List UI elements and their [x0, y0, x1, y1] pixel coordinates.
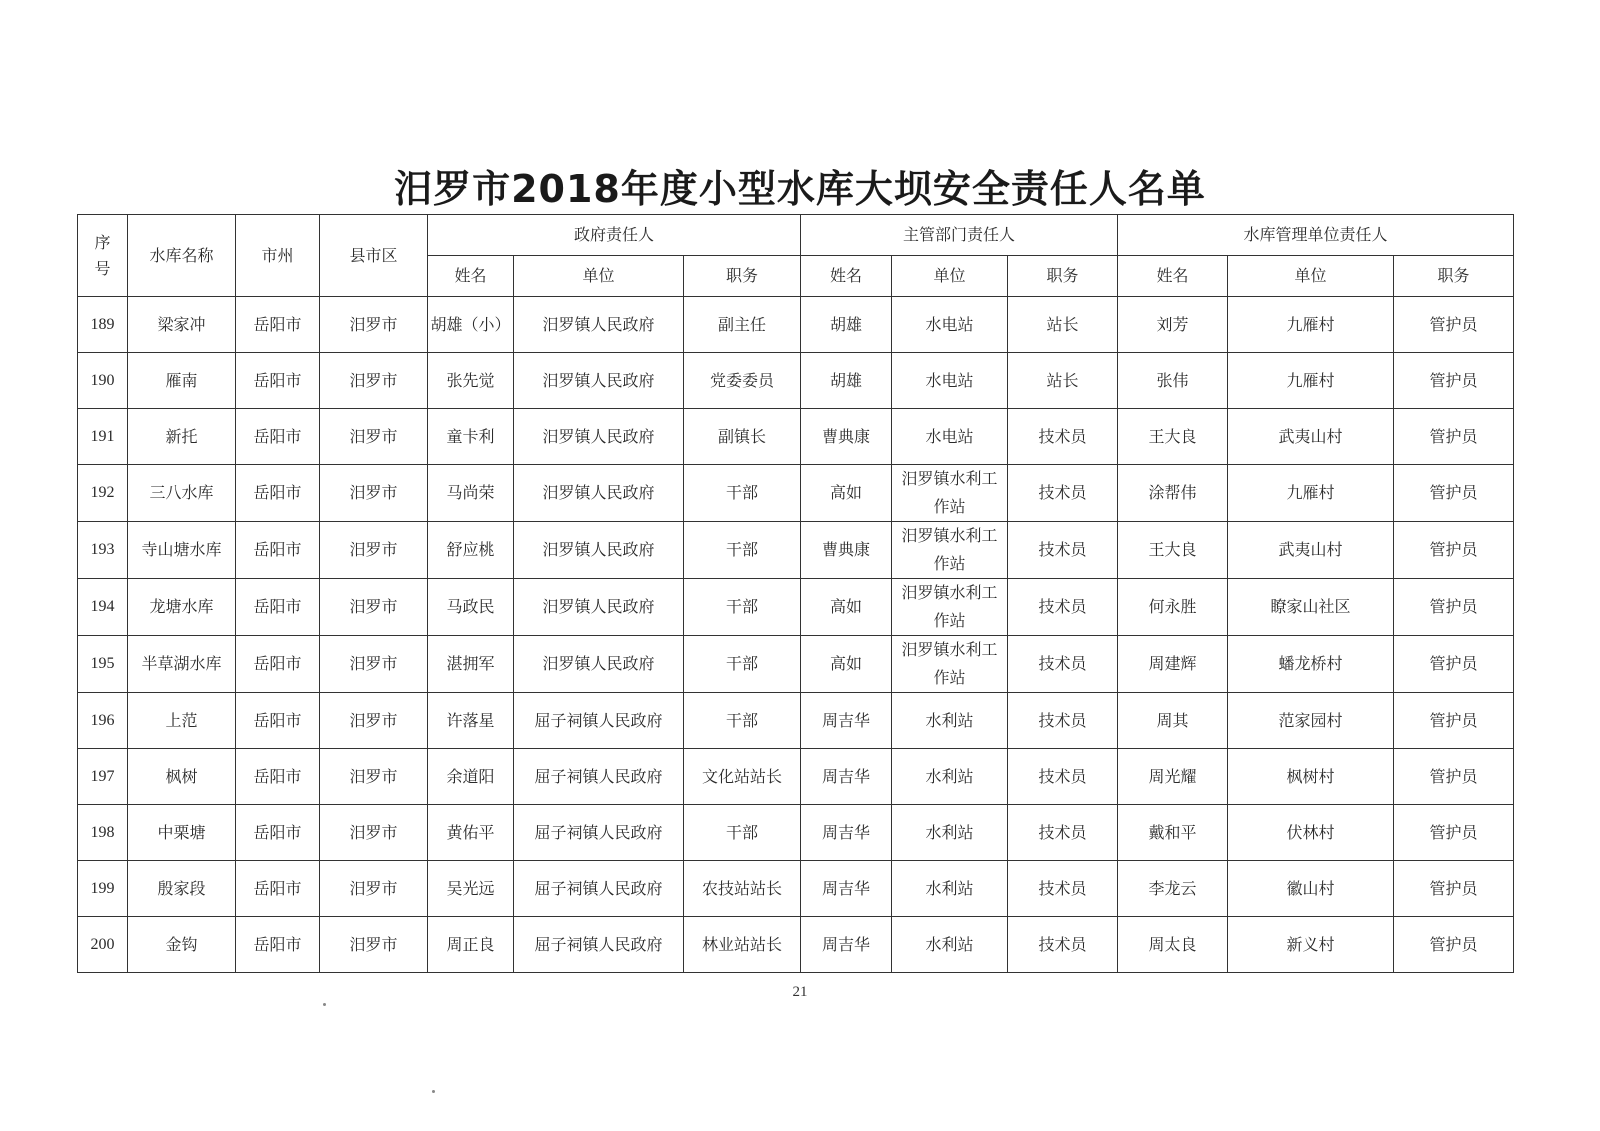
cell-county: 汨罗市	[320, 409, 428, 465]
cell-mgmt-name: 王大良	[1118, 409, 1228, 465]
cell-dept-unit: 汨罗镇水利工作站	[892, 522, 1008, 579]
cell-mgmt-unit: 九雁村	[1228, 465, 1394, 522]
cell-dept-position: 技术员	[1008, 693, 1118, 749]
cell-dept-name: 周吉华	[801, 861, 892, 917]
cell-dept-name: 周吉华	[801, 749, 892, 805]
table-row	[78, 465, 1514, 522]
cell-gov-name: 黄佑平	[428, 805, 514, 861]
header-gov-name: 姓名	[428, 256, 514, 297]
cell-mgmt-unit: 蟠龙桥村	[1228, 636, 1394, 693]
cell-county: 汨罗市	[320, 353, 428, 409]
cell-reservoir: 上范	[128, 693, 236, 749]
cell-gov-position: 党委委员	[684, 353, 801, 409]
table-row	[78, 861, 1514, 917]
cell-mgmt-unit: 九雁村	[1228, 297, 1394, 353]
cell-city: 岳阳市	[236, 693, 320, 749]
header-dept-position: 职务	[1008, 256, 1118, 297]
cell-mgmt-position: 管护员	[1394, 636, 1514, 693]
table-row	[78, 805, 1514, 861]
cell-dept-position: 技术员	[1008, 636, 1118, 693]
cell-city: 岳阳市	[236, 749, 320, 805]
header-gov-group: 政府责任人	[428, 215, 801, 256]
cell-mgmt-unit: 徽山村	[1228, 861, 1394, 917]
header-gov-position: 职务	[684, 256, 801, 297]
cell-dept-name: 高如	[801, 465, 892, 522]
cell-gov-position: 干部	[684, 693, 801, 749]
header-gov-unit: 单位	[514, 256, 684, 297]
cell-dept-position: 技术员	[1008, 579, 1118, 636]
cell-gov-position: 农技站站长	[684, 861, 801, 917]
cell-gov-position: 林业站站长	[684, 917, 801, 973]
cell-mgmt-unit: 瞭家山社区	[1228, 579, 1394, 636]
cell-dept-name: 周吉华	[801, 917, 892, 973]
header-seq: 序号	[78, 215, 128, 297]
cell-gov-unit: 屈子祠镇人民政府	[514, 805, 684, 861]
cell-reservoir: 枫树	[128, 749, 236, 805]
cell-seq: 190	[78, 353, 128, 409]
table-row	[78, 693, 1514, 749]
cell-dept-position: 技术员	[1008, 522, 1118, 579]
cell-gov-unit: 汨罗镇人民政府	[514, 636, 684, 693]
cell-county: 汨罗市	[320, 805, 428, 861]
scan-speck	[323, 1003, 326, 1006]
cell-mgmt-unit: 新义村	[1228, 917, 1394, 973]
cell-county: 汨罗市	[320, 917, 428, 973]
cell-reservoir: 雁南	[128, 353, 236, 409]
cell-city: 岳阳市	[236, 465, 320, 522]
cell-dept-position: 技术员	[1008, 861, 1118, 917]
cell-mgmt-name: 何永胜	[1118, 579, 1228, 636]
scan-speck	[432, 1090, 435, 1093]
table-row	[78, 579, 1514, 636]
cell-reservoir: 新托	[128, 409, 236, 465]
table-header	[78, 215, 1514, 297]
table-body	[78, 297, 1514, 973]
cell-reservoir: 寺山塘水库	[128, 522, 236, 579]
cell-gov-unit: 汨罗镇人民政府	[514, 409, 684, 465]
cell-seq: 192	[78, 465, 128, 522]
cell-dept-name: 胡雄	[801, 297, 892, 353]
cell-seq: 196	[78, 693, 128, 749]
cell-dept-unit: 水电站	[892, 297, 1008, 353]
cell-dept-name: 胡雄	[801, 353, 892, 409]
cell-mgmt-unit: 武夷山村	[1228, 409, 1394, 465]
cell-dept-name: 周吉华	[801, 805, 892, 861]
cell-mgmt-position: 管护员	[1394, 749, 1514, 805]
cell-county: 汨罗市	[320, 579, 428, 636]
cell-gov-name: 胡雄（小）	[428, 297, 514, 353]
header-mgmt-unit: 单位	[1228, 256, 1394, 297]
cell-mgmt-name: 周其	[1118, 693, 1228, 749]
cell-seq: 197	[78, 749, 128, 805]
header-city: 市州	[236, 215, 320, 297]
cell-seq: 191	[78, 409, 128, 465]
cell-dept-unit: 水利站	[892, 861, 1008, 917]
cell-reservoir: 殷家段	[128, 861, 236, 917]
cell-county: 汨罗市	[320, 522, 428, 579]
cell-dept-position: 技术员	[1008, 805, 1118, 861]
cell-mgmt-position: 管护员	[1394, 693, 1514, 749]
cell-gov-position: 干部	[684, 465, 801, 522]
header-mgmt-position: 职务	[1394, 256, 1514, 297]
cell-dept-unit: 水利站	[892, 693, 1008, 749]
cell-dept-position: 站长	[1008, 353, 1118, 409]
table-row	[78, 917, 1514, 973]
cell-gov-name: 张先觉	[428, 353, 514, 409]
cell-seq: 194	[78, 579, 128, 636]
cell-city: 岳阳市	[236, 297, 320, 353]
table-row	[78, 297, 1514, 353]
cell-mgmt-position: 管护员	[1394, 465, 1514, 522]
header-mgmt-name: 姓名	[1118, 256, 1228, 297]
cell-seq: 198	[78, 805, 128, 861]
responsibility-table	[77, 214, 1514, 973]
cell-gov-position: 副镇长	[684, 409, 801, 465]
cell-gov-unit: 屈子祠镇人民政府	[514, 749, 684, 805]
cell-mgmt-unit: 枫树村	[1228, 749, 1394, 805]
cell-reservoir: 中栗塘	[128, 805, 236, 861]
cell-dept-name: 曹典康	[801, 522, 892, 579]
header-dept-name: 姓名	[801, 256, 892, 297]
cell-dept-position: 技术员	[1008, 409, 1118, 465]
cell-mgmt-unit: 武夷山村	[1228, 522, 1394, 579]
cell-mgmt-position: 管护员	[1394, 353, 1514, 409]
cell-gov-name: 吴光远	[428, 861, 514, 917]
cell-gov-unit: 屈子祠镇人民政府	[514, 861, 684, 917]
cell-seq: 195	[78, 636, 128, 693]
cell-dept-unit: 水利站	[892, 917, 1008, 973]
cell-county: 汨罗市	[320, 861, 428, 917]
cell-gov-name: 许落星	[428, 693, 514, 749]
cell-reservoir: 金钩	[128, 917, 236, 973]
cell-reservoir: 三八水库	[128, 465, 236, 522]
cell-reservoir: 梁家冲	[128, 297, 236, 353]
header-dept-group: 主管部门责任人	[801, 215, 1118, 256]
header-dept-unit: 单位	[892, 256, 1008, 297]
cell-gov-name: 余道阳	[428, 749, 514, 805]
cell-gov-unit: 汨罗镇人民政府	[514, 465, 684, 522]
cell-county: 汨罗市	[320, 465, 428, 522]
cell-seq: 193	[78, 522, 128, 579]
cell-dept-unit: 水电站	[892, 353, 1008, 409]
cell-gov-unit: 汨罗镇人民政府	[514, 297, 684, 353]
cell-gov-unit: 汨罗镇人民政府	[514, 579, 684, 636]
cell-gov-position: 副主任	[684, 297, 801, 353]
cell-dept-name: 曹典康	[801, 409, 892, 465]
cell-dept-unit: 汨罗镇水利工作站	[892, 636, 1008, 693]
cell-county: 汨罗市	[320, 693, 428, 749]
cell-dept-unit: 水利站	[892, 805, 1008, 861]
cell-gov-unit: 汨罗镇人民政府	[514, 353, 684, 409]
cell-dept-position: 技术员	[1008, 917, 1118, 973]
cell-dept-unit: 水利站	[892, 749, 1008, 805]
table-row	[78, 749, 1514, 805]
cell-gov-position: 文化站站长	[684, 749, 801, 805]
cell-mgmt-name: 张伟	[1118, 353, 1228, 409]
cell-mgmt-name: 王大良	[1118, 522, 1228, 579]
cell-mgmt-position: 管护员	[1394, 409, 1514, 465]
cell-dept-position: 站长	[1008, 297, 1118, 353]
cell-reservoir: 半草湖水库	[128, 636, 236, 693]
cell-gov-name: 周正良	[428, 917, 514, 973]
cell-gov-position: 干部	[684, 579, 801, 636]
cell-dept-name: 周吉华	[801, 693, 892, 749]
cell-city: 岳阳市	[236, 579, 320, 636]
cell-gov-position: 干部	[684, 522, 801, 579]
cell-dept-name: 高如	[801, 636, 892, 693]
cell-county: 汨罗市	[320, 749, 428, 805]
cell-mgmt-name: 涂帮伟	[1118, 465, 1228, 522]
cell-gov-name: 马尚荣	[428, 465, 514, 522]
cell-county: 汨罗市	[320, 636, 428, 693]
header-reservoir: 水库名称	[128, 215, 236, 297]
cell-mgmt-position: 管护员	[1394, 297, 1514, 353]
cell-city: 岳阳市	[236, 917, 320, 973]
header-county: 县市区	[320, 215, 428, 297]
cell-mgmt-name: 周建辉	[1118, 636, 1228, 693]
table-row	[78, 409, 1514, 465]
cell-mgmt-name: 刘芳	[1118, 297, 1228, 353]
cell-seq: 189	[78, 297, 128, 353]
header-mgmt-group: 水库管理单位责任人	[1118, 215, 1514, 256]
cell-gov-name: 舒应桃	[428, 522, 514, 579]
cell-mgmt-position: 管护员	[1394, 861, 1514, 917]
cell-mgmt-unit: 范家园村	[1228, 693, 1394, 749]
cell-city: 岳阳市	[236, 636, 320, 693]
cell-gov-position: 干部	[684, 805, 801, 861]
cell-gov-unit: 屈子祠镇人民政府	[514, 917, 684, 973]
cell-mgmt-name: 周太良	[1118, 917, 1228, 973]
cell-gov-position: 干部	[684, 636, 801, 693]
cell-dept-position: 技术员	[1008, 749, 1118, 805]
cell-mgmt-position: 管护员	[1394, 917, 1514, 973]
document-title: 汨罗市2018年度小型水库大坝安全责任人名单	[394, 167, 1206, 211]
cell-dept-unit: 汨罗镇水利工作站	[892, 579, 1008, 636]
cell-gov-unit: 屈子祠镇人民政府	[514, 693, 684, 749]
cell-city: 岳阳市	[236, 861, 320, 917]
cell-mgmt-name: 周光耀	[1118, 749, 1228, 805]
cell-reservoir: 龙塘水库	[128, 579, 236, 636]
cell-county: 汨罗市	[320, 297, 428, 353]
cell-gov-unit: 汨罗镇人民政府	[514, 522, 684, 579]
table-row	[78, 353, 1514, 409]
page-number: 21	[792, 984, 808, 1000]
cell-dept-name: 高如	[801, 579, 892, 636]
cell-mgmt-name: 李龙云	[1118, 861, 1228, 917]
cell-city: 岳阳市	[236, 353, 320, 409]
cell-seq: 200	[78, 917, 128, 973]
cell-city: 岳阳市	[236, 805, 320, 861]
cell-mgmt-unit: 伏林村	[1228, 805, 1394, 861]
cell-mgmt-name: 戴和平	[1118, 805, 1228, 861]
cell-dept-position: 技术员	[1008, 465, 1118, 522]
table-row	[78, 636, 1514, 693]
cell-dept-unit: 水电站	[892, 409, 1008, 465]
cell-mgmt-unit: 九雁村	[1228, 353, 1394, 409]
cell-gov-name: 童卡利	[428, 409, 514, 465]
cell-mgmt-position: 管护员	[1394, 805, 1514, 861]
cell-city: 岳阳市	[236, 409, 320, 465]
cell-gov-name: 湛拥军	[428, 636, 514, 693]
cell-mgmt-position: 管护员	[1394, 579, 1514, 636]
cell-dept-unit: 汨罗镇水利工作站	[892, 465, 1008, 522]
cell-seq: 199	[78, 861, 128, 917]
cell-gov-name: 马政民	[428, 579, 514, 636]
cell-mgmt-position: 管护员	[1394, 522, 1514, 579]
cell-city: 岳阳市	[236, 522, 320, 579]
table-row	[78, 522, 1514, 579]
